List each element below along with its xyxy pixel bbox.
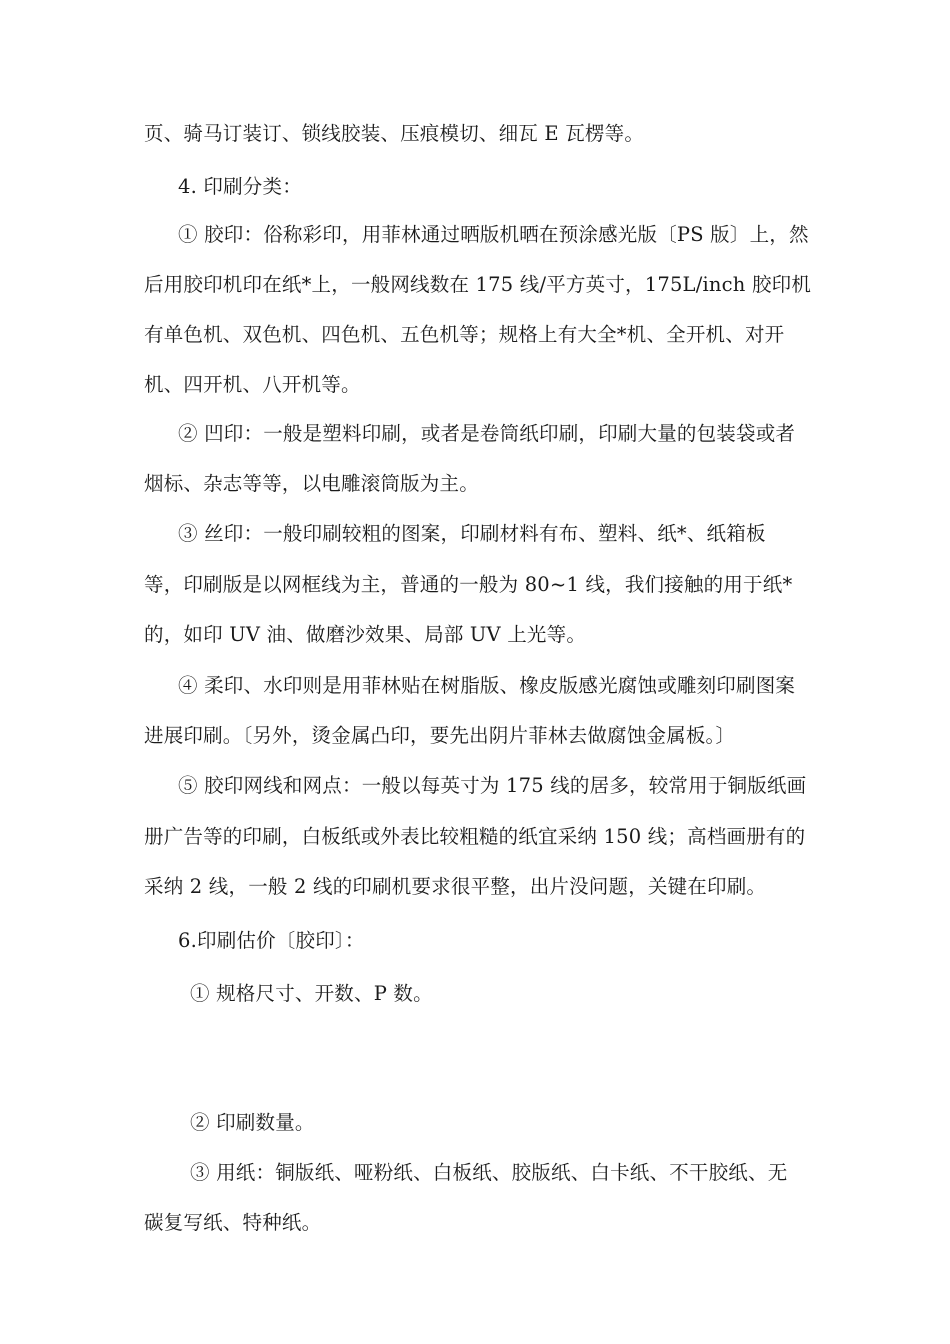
text-line-estimate-1: ① 规格尺寸、开数、P 数。 [190, 982, 433, 1005]
text-line-screen-3: 的，如印 UV 油、做磨沙效果、局部 UV 上光等。 [144, 623, 587, 646]
text-line-1: 页、骑马订装订、锁线胶装、压痕模切、细瓦 E 瓦楞等。 [144, 122, 645, 145]
text-line-offset-1: ① 胶印：俗称彩印，用菲林通过晒版机晒在预涂感光版〔PS 版〕上，然 [178, 223, 809, 246]
text-line-screen-ruling-2: 册广告等的印刷，白板纸或外表比较粗糙的纸宜采纳 150 线；高档画册有的 [144, 825, 806, 848]
text-line-screen-ruling-3: 采纳 2 线，一般 2 线的印刷机要求很平整，出片没问题，关键在印刷。 [144, 875, 767, 898]
text-line-gravure-1: ② 凹印：一般是塑料印刷，或者是卷筒纸印刷，印刷大量的包装袋或者 [178, 422, 796, 445]
heading-print-estimate: 6.印刷估价〔胶印〕： [178, 929, 365, 952]
text-line-offset-3: 有单色机、双色机、四色机、五色机等；规格上有大全*机、全开机、对开 [144, 323, 785, 346]
text-line-estimate-2: ② 印刷数量。 [190, 1111, 315, 1134]
text-line-flexo-1: ④ 柔印、水印则是用菲林贴在树脂版、橡皮版感光腐蚀或雕刻印刷图案 [178, 674, 796, 697]
heading-print-classification: 4. 印刷分类： [178, 175, 302, 198]
text-line-gravure-2: 烟标、杂志等等，以电雕滚筒版为主。 [144, 472, 479, 495]
text-line-offset-2: 后用胶印机印在纸*上，一般网线数在 175 线/平方英寸，175L/inch 胶印机 [144, 273, 812, 296]
text-line-estimate-4: 碳复写纸、特种纸。 [144, 1211, 322, 1234]
text-line-screen-2: 等，印刷版是以网框线为主，普通的一般为 80~1 线，我们接触的用于纸* [144, 573, 793, 596]
text-line-screen-1: ③ 丝印：一般印刷较粗的图案，印刷材料有布、塑料、纸*、纸箱板 [178, 522, 766, 545]
text-line-offset-4: 机、四开机、八开机等。 [144, 373, 361, 396]
text-line-flexo-2: 进展印刷。〔另外，烫金属凸印，要先出阴片菲林去做腐蚀金属板。〕 [144, 724, 736, 747]
text-line-screen-ruling-1: ⑤ 胶印网线和网点：一般以每英寸为 175 线的居多，较常用于铜版纸画 [178, 774, 807, 797]
text-line-estimate-3: ③ 用纸：铜版纸、哑粉纸、白板纸、胶版纸、白卡纸、不干胶纸、无 [190, 1161, 788, 1184]
